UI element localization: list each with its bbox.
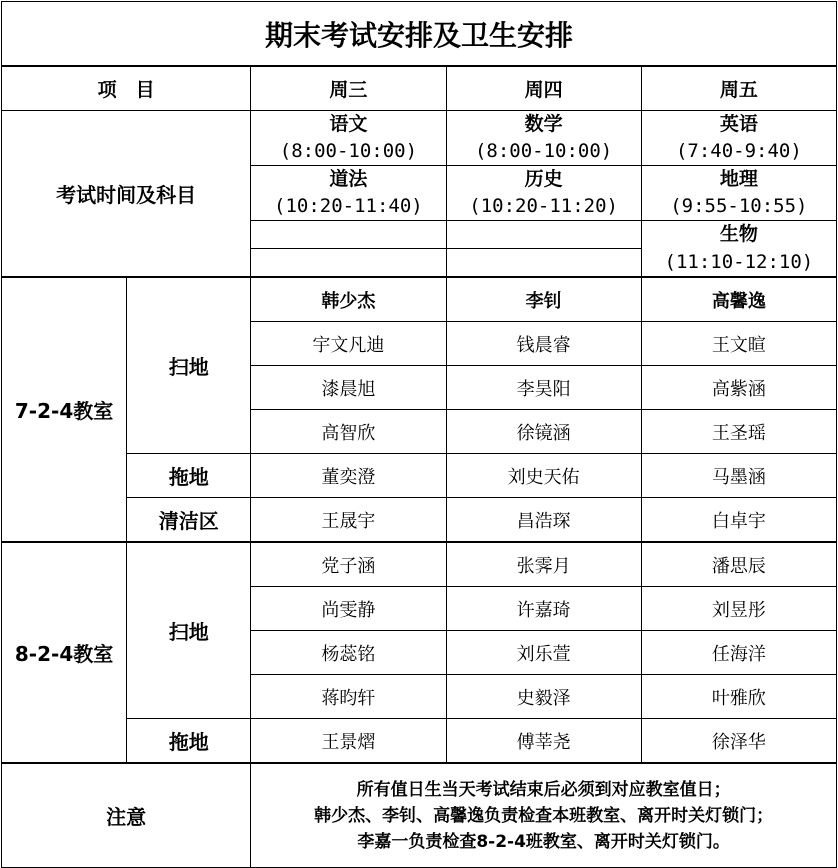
room1-sweep-label: 扫地 (127, 277, 251, 454)
room1-label: 7-2-4教室 (2, 277, 127, 542)
room2-sweep-label: 扫地 (127, 542, 251, 719)
exam-subject-thu-2: 历史 (446, 166, 641, 194)
notes-line-3: 李嘉一负责检查8-2-4班教室、离开时关灯锁门。 (357, 831, 730, 852)
exam-empty-thu-2 (446, 249, 641, 278)
room2-sweep-name: 许嘉琦 (446, 587, 641, 631)
room2-mop-name: 徐泽华 (641, 719, 836, 764)
schedule-table (1, 1, 837, 868)
exam-time-wed-2: (10:20-11:40) (251, 193, 446, 221)
room2-sweep-name: 刘乐萱 (446, 631, 641, 675)
exam-label: 考试时间及科目 (2, 111, 251, 278)
room1-mop-name: 刘史天佑 (446, 454, 641, 498)
room1-sweep-name: 李昊阳 (446, 366, 641, 410)
header-fri: 周五 (641, 66, 836, 111)
room1-mop-name: 董奕澄 (251, 454, 446, 498)
room2-sweep-name: 杨蕊铭 (251, 631, 446, 675)
room1-sweep-name: 王文暄 (641, 322, 836, 366)
room1-sweep-name: 高紫涵 (641, 366, 836, 410)
header-wed: 周三 (251, 66, 446, 111)
room1-clean-name: 白卓宇 (641, 498, 836, 543)
room1-sweep-leader-wed: 韩少杰 (251, 277, 446, 322)
room2-mop-name: 傅莘尧 (446, 719, 641, 764)
exam-subject-fri-1: 英语 (641, 111, 836, 139)
room2-sweep-name: 潘思辰 (641, 542, 836, 587)
exam-subject-fri-2: 地理 (641, 166, 836, 194)
exam-time-thu-1: (8:00-10:00) (446, 138, 641, 166)
room2-sweep-name: 刘昱彤 (641, 587, 836, 631)
room1-clean-name: 昌浩琛 (446, 498, 641, 543)
room2-sweep-name: 叶雅欣 (641, 675, 836, 719)
exam-time-fri-3: (11:10-12:10) (641, 249, 836, 278)
header-item: 项 目 (2, 66, 251, 111)
room1-sweep-name: 王圣瑶 (641, 410, 836, 454)
room2-mop-name: 王景熠 (251, 719, 446, 764)
room1-clean-label: 清洁区 (127, 498, 251, 543)
exam-empty-thu (446, 221, 641, 249)
header-thu: 周四 (446, 66, 641, 111)
room1-sweep-name: 钱晨睿 (446, 322, 641, 366)
exam-time-wed-1: (8:00-10:00) (251, 138, 446, 166)
room1-sweep-name: 徐镜涵 (446, 410, 641, 454)
exam-time-fri-2: (9:55-10:55) (641, 193, 836, 221)
room2-label: 8-2-4教室 (2, 542, 127, 763)
room2-sweep-name: 尚雯静 (251, 587, 446, 631)
notes-text (251, 763, 837, 868)
room2-sweep-name: 张霁月 (446, 542, 641, 587)
page-title: 期末考试安排及卫生安排 (2, 2, 837, 67)
notes-line-2: 韩少杰、李钊、高馨逸负责检查本班教室、离开时关灯锁门； (314, 805, 774, 826)
exam-subject-fri-3: 生物 (641, 221, 836, 249)
room1-sweep-name: 漆晨旭 (251, 366, 446, 410)
room1-mop-label: 拖地 (127, 454, 251, 498)
room2-sweep-name: 任海洋 (641, 631, 836, 675)
room1-mop-name: 马墨涵 (641, 454, 836, 498)
room2-sweep-name: 史毅泽 (446, 675, 641, 719)
notes-label: 注意 (2, 763, 251, 868)
exam-empty-wed-2 (251, 249, 446, 278)
room2-sweep-name: 党子涵 (251, 542, 446, 587)
exam-time-thu-2: (10:20-11:20) (446, 193, 641, 221)
exam-subject-thu-1: 数学 (446, 111, 641, 139)
room1-sweep-leader-thu: 李钊 (446, 277, 641, 322)
notes-line-1: 所有值日生当天考试结束后必须到对应教室值日； (356, 779, 731, 800)
exam-empty-wed (251, 221, 446, 249)
room1-sweep-name: 宇文凡迪 (251, 322, 446, 366)
room1-clean-name: 王晟宇 (251, 498, 446, 543)
room1-sweep-name: 高智欣 (251, 410, 446, 454)
room2-sweep-name: 蒋昀轩 (251, 675, 446, 719)
exam-time-fri-1: (7:40-9:40) (641, 138, 836, 166)
room2-mop-label: 拖地 (127, 719, 251, 764)
exam-subject-wed-2: 道法 (251, 166, 446, 194)
exam-subject-wed-1: 语文 (251, 111, 446, 139)
room1-sweep-leader-fri: 高馨逸 (641, 277, 836, 322)
